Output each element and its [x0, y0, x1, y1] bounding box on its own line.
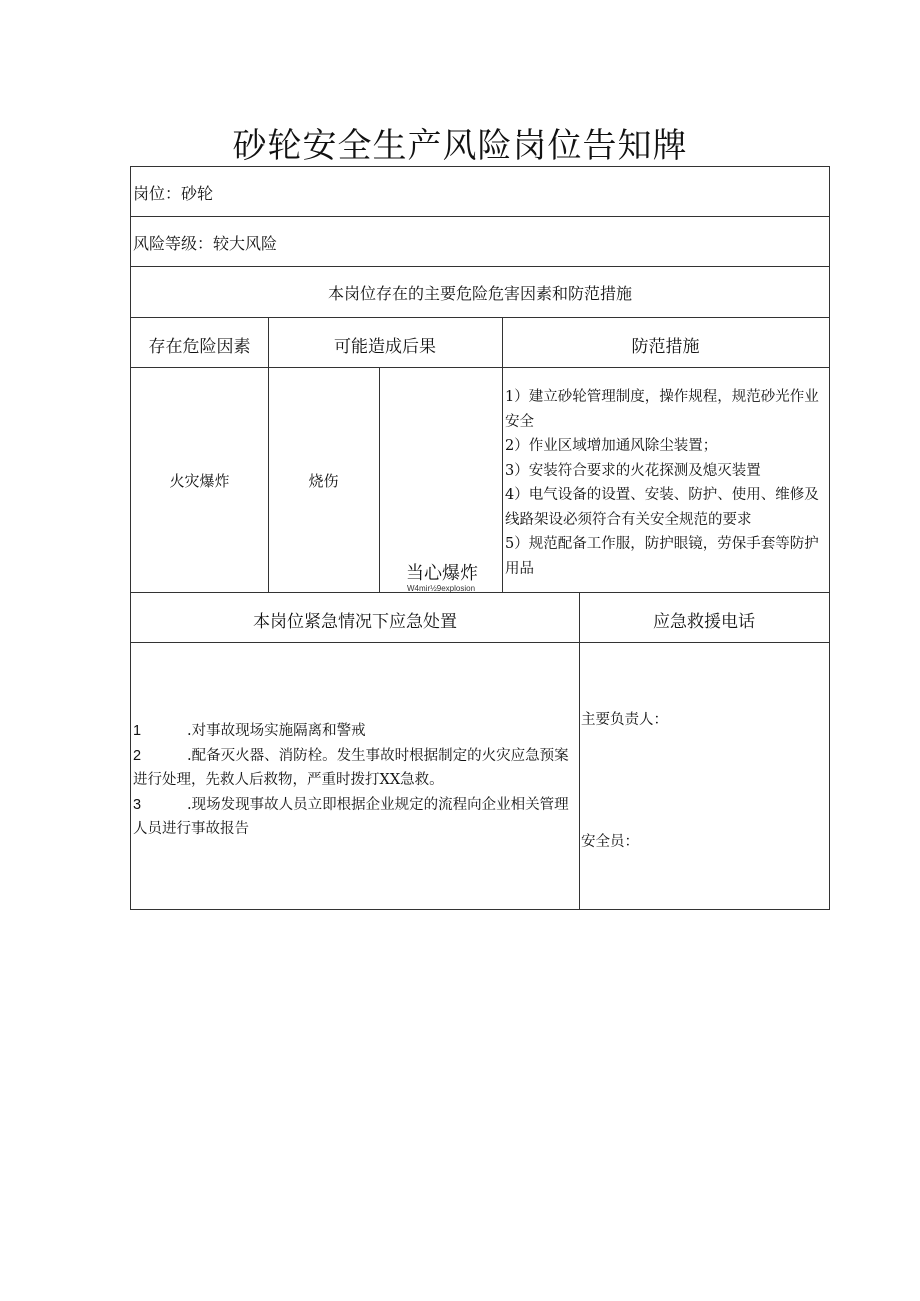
page-title: 砂轮安全生产风险岗位告知牌 — [232, 126, 688, 166]
warning-sign-text: 当心爆炸 — [406, 563, 478, 584]
phone-header: 应急救援电话 — [653, 612, 755, 632]
measure-item: 5）规范配备工作服，防护眼镜，劳保手套等防护用品 — [505, 536, 819, 577]
measures-list — [505, 385, 831, 581]
post-label: 岗位：砂轮 — [133, 184, 214, 203]
emergency-steps — [133, 719, 577, 842]
step-text: .对事故现场实施隔离和警戒 — [187, 723, 366, 739]
risk-level-label: 风险等级：较大风险 — [133, 234, 278, 253]
row-divider — [131, 367, 829, 368]
step-number: 3 — [133, 796, 142, 813]
notice-table — [130, 166, 830, 910]
row-divider — [131, 642, 829, 643]
row-divider — [131, 317, 829, 318]
contact-main-label: 主要负责人： — [581, 712, 668, 728]
column-header-consequence: 可能造成后果 — [334, 337, 436, 357]
measure-item: 3）安装符合要求的火花探测及熄灭装置 — [505, 462, 761, 479]
step-text: .现场发现事故人员立即根据企业规定的流程向企业相关管理人员进行事故报告 — [133, 796, 569, 837]
hazard-value: 火灾爆炸 — [169, 472, 230, 490]
emergency-step — [133, 719, 577, 744]
step-text: .配备灭火器、消防栓。发生事故时根据制定的火灾应急预案进行处理，先救人后救物，严重时拨打XX急救。 — [133, 747, 569, 788]
step-number: 1 — [133, 723, 142, 739]
row-divider — [131, 266, 829, 267]
row-divider — [131, 216, 829, 217]
measure-item: 2）作业区域增加通风除尘装置； — [505, 438, 718, 454]
consequence-value: 烧伤 — [308, 472, 339, 490]
warning-sign-subtext: W4mir½9explosion — [407, 584, 476, 593]
col-divider — [579, 592, 580, 910]
section-header: 本岗位存在的主要危险危害因素和防范措施 — [327, 284, 632, 303]
row-divider — [131, 592, 829, 593]
measure-item: 1）建立砂轮管理制度，操作规程，规范砂光作业安全 — [505, 389, 819, 430]
col-divider — [379, 367, 380, 592]
emergency-step — [133, 744, 577, 793]
emergency-header: 本岗位紧急情况下应急处置 — [253, 612, 457, 632]
emergency-step — [133, 793, 577, 842]
column-header-hazard: 存在危险因素 — [148, 337, 251, 357]
col-divider — [268, 317, 269, 592]
contact-safety-label: 安全员： — [581, 834, 639, 850]
column-header-measures: 防范措施 — [631, 337, 700, 357]
col-divider — [502, 317, 503, 592]
measure-item: 4）电气设备的设置、安装、防护、使用、维修及线路架设必须符合有关安全规范的要求 — [505, 487, 819, 528]
step-number: 2 — [133, 747, 142, 764]
